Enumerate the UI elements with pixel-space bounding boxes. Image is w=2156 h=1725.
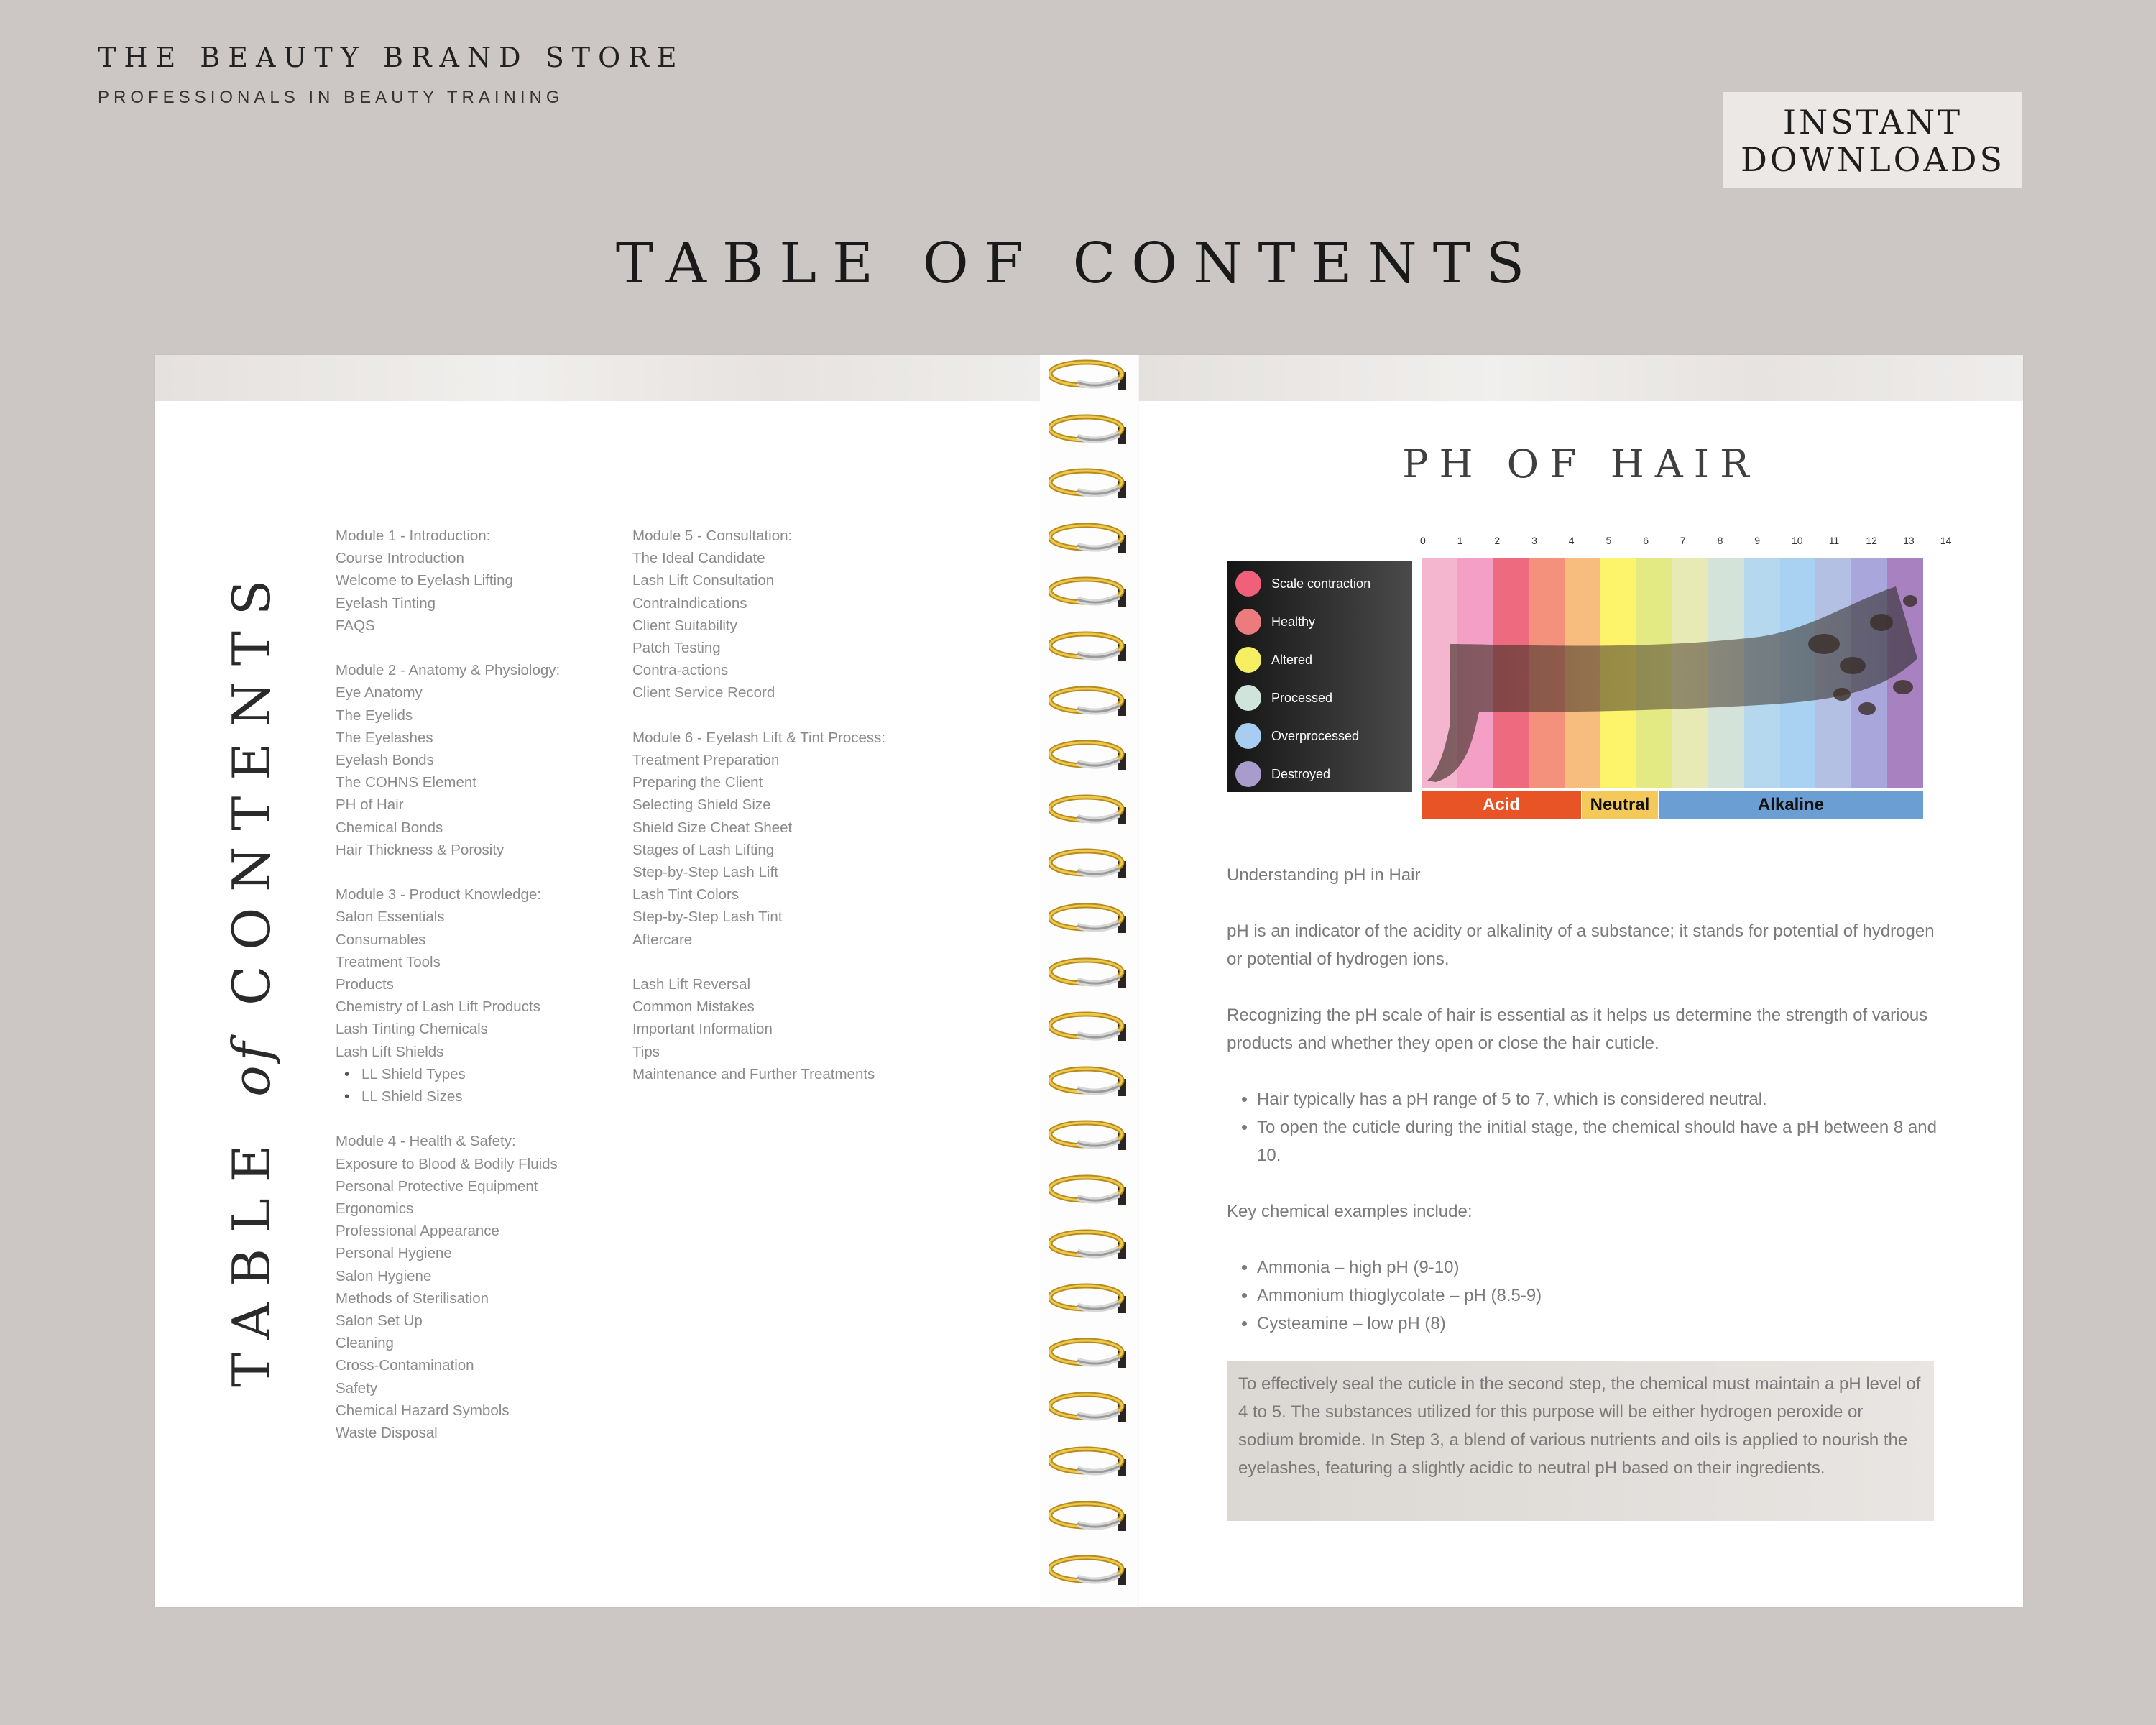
toc-item: Lash Lift Consultation bbox=[632, 572, 775, 589]
bullet-item: • Cysteamine – low pH (8) bbox=[1257, 1310, 1945, 1338]
badge-line-1: INSTANT bbox=[1782, 103, 1963, 142]
spiral-ring bbox=[1049, 1390, 1126, 1425]
spiral-ring bbox=[1049, 1499, 1126, 1534]
legend-label: Processed bbox=[1271, 690, 1333, 705]
toc-item: Course Introduction bbox=[336, 550, 464, 567]
toc-item: Exposure to Blood & Bodily Fluids bbox=[336, 1155, 558, 1172]
bullet-item: • Ammonium thioglycolate – pH (8.5-9) bbox=[1257, 1282, 1945, 1310]
legend-item bbox=[1235, 607, 1315, 636]
toc-item: Eye Anatomy bbox=[336, 684, 423, 702]
toc-item: Methods of Sterilisation bbox=[336, 1289, 489, 1307]
toc-item: Treatment Tools bbox=[336, 953, 441, 970]
toc-item: Eyelash Tinting bbox=[336, 594, 436, 612]
spiral-ring bbox=[1049, 793, 1126, 827]
instant-downloads-badge bbox=[1723, 92, 2022, 188]
toc-item: Common Mistakes bbox=[632, 998, 755, 1016]
legend-item bbox=[1235, 684, 1332, 712]
toc-item: Lash Lift Reversal bbox=[632, 976, 751, 993]
ph-tick-label: 4 bbox=[1568, 535, 1575, 546]
ph-paragraph-2: Recognizing the pH scale of hair is essential as it helps us determine the strength of various products and whether they open or close the hair cuticle. bbox=[1227, 1006, 1928, 1053]
legend-swatch bbox=[1235, 685, 1261, 711]
legend-item bbox=[1235, 722, 1359, 750]
toc-item: Important Information bbox=[632, 1021, 773, 1038]
spiral-ring bbox=[1049, 575, 1126, 610]
toc-item: Eyelash Bonds bbox=[336, 752, 434, 769]
spiral-ring bbox=[1049, 466, 1126, 501]
toc-item: Chemistry of Lash Lift Products bbox=[336, 998, 540, 1016]
toc-item: Maintenance and Further Treatments bbox=[632, 1065, 875, 1082]
spiral-ring bbox=[1049, 956, 1126, 990]
toc-item: PH of Hair bbox=[336, 796, 404, 814]
badge-line-2: DOWNLOADS bbox=[1741, 140, 2005, 179]
vertical-title-of: of bbox=[221, 1037, 282, 1097]
toc-column-1 bbox=[336, 525, 560, 1444]
legend-swatch bbox=[1235, 571, 1261, 597]
spiral-ring bbox=[1049, 684, 1126, 719]
ph-bullets-1 bbox=[1227, 1085, 1945, 1169]
spiral-ring bbox=[1049, 1064, 1126, 1099]
legend-label: Overprocessed bbox=[1271, 728, 1360, 743]
key-chemicals-intro: Key chemical examples include: bbox=[1227, 1202, 1473, 1221]
legend-swatch bbox=[1235, 723, 1261, 749]
ph-tick-label: 14 bbox=[1940, 535, 1952, 546]
toc-module-heading: Module 2 - Anatomy & Physiology: bbox=[336, 662, 561, 679]
toc-item: Aftercare bbox=[632, 931, 693, 948]
legend-label: Destroyed bbox=[1271, 766, 1331, 781]
toc-item: Lash Tint Colors bbox=[632, 886, 740, 903]
toc-item: The Eyelashes bbox=[336, 729, 433, 746]
toc-item: Step-by-Step Lash Tint bbox=[632, 908, 783, 926]
ph-tick-label: 6 bbox=[1643, 535, 1649, 546]
spiral-ring bbox=[1049, 1118, 1126, 1153]
ph-bullets-2 bbox=[1227, 1254, 1945, 1338]
toc-item: Waste Disposal bbox=[336, 1425, 438, 1442]
toc-module-heading: Module 5 - Consultation: bbox=[632, 528, 793, 544]
bullet-item: • Hair typically has a pH range of 5 to 7, which is considered neutral. bbox=[1257, 1085, 1945, 1113]
toc-item: Salon Essentials bbox=[336, 908, 445, 926]
main-title: TABLE OF CONTENTS bbox=[615, 231, 1541, 296]
ph-legend bbox=[1227, 561, 1412, 792]
bullet-item: • Ammonia – high pH (9-10) bbox=[1257, 1254, 1945, 1282]
page-top-strip bbox=[1139, 355, 2023, 401]
ph-tick-label: 13 bbox=[1903, 535, 1915, 546]
legend-swatch bbox=[1235, 761, 1261, 787]
legend-item bbox=[1235, 569, 1370, 598]
left-page bbox=[155, 355, 1040, 1607]
ph-tick-label: 9 bbox=[1754, 535, 1761, 546]
toc-item: Safety bbox=[336, 1379, 378, 1397]
ph-tick-label: 2 bbox=[1494, 535, 1501, 546]
toc-item: Client Suitability bbox=[632, 617, 737, 634]
ph-tick-label: 5 bbox=[1606, 535, 1612, 546]
toc-item: Preparing the Client bbox=[632, 774, 763, 791]
toc-module-heading: Module 3 - Product Knowledge: bbox=[336, 886, 542, 903]
brand-tagline: PROFESSIONALS IN BEAUTY TRAINING bbox=[98, 88, 564, 107]
toc-item: Lash Lift Shields bbox=[336, 1043, 444, 1060]
spiral-ring bbox=[1049, 358, 1126, 392]
bullet-item: • To open the cuticle during the initial stage, the chemical should have a pH between 8 and 10. bbox=[1257, 1113, 1945, 1169]
legend-swatch bbox=[1235, 609, 1261, 635]
spiral-ring bbox=[1049, 413, 1126, 447]
toc-column-2 bbox=[632, 525, 885, 1085]
legend-label: Healthy bbox=[1271, 614, 1316, 629]
toc-item: Salon Set Up bbox=[336, 1312, 423, 1330]
spiral-ring bbox=[1049, 901, 1126, 936]
spiral-ring bbox=[1049, 1336, 1126, 1371]
ph-category-bar: Acid bbox=[1422, 791, 1581, 819]
toc-item: The Eyelids bbox=[336, 707, 413, 724]
ph-scale-image bbox=[1422, 558, 1923, 788]
ph-tick-label: 8 bbox=[1717, 535, 1723, 546]
ph-tick-label: 12 bbox=[1866, 535, 1877, 546]
toc-spacer bbox=[336, 637, 560, 659]
toc-item: Chemical Hazard Symbols bbox=[336, 1402, 510, 1419]
ph-tick-label: 7 bbox=[1680, 535, 1686, 546]
ph-category-bar: Neutral bbox=[1582, 791, 1658, 819]
spiral-ring bbox=[1049, 1228, 1126, 1262]
hair-strand-illustration bbox=[1422, 558, 1923, 788]
legend-item bbox=[1235, 645, 1312, 674]
ph-tick-label: 10 bbox=[1792, 535, 1803, 546]
legend-swatch bbox=[1235, 647, 1261, 673]
vertical-title bbox=[221, 564, 282, 1387]
toc-item: Welcome to Eyelash Lifting bbox=[336, 572, 513, 589]
toc-module-heading: Module 1 - Introduction: bbox=[336, 528, 491, 544]
ph-paragraph-1: pH is an indicator of the acidity or alkalinity of a substance; it stands for potential of hydrogen or potential of hydrogen ions. bbox=[1227, 921, 1935, 969]
toc-item: Selecting Shield Size bbox=[632, 796, 771, 814]
toc-item: Contra-actions bbox=[632, 662, 729, 679]
spiral-binding bbox=[1040, 355, 1139, 1607]
toc-item: Chemical Bonds bbox=[336, 819, 443, 836]
toc-spacer bbox=[632, 951, 885, 973]
toc-spacer bbox=[336, 1108, 560, 1130]
ph-tick-label: 0 bbox=[1420, 535, 1426, 546]
toc-subitem: • LL Shield Types bbox=[336, 1063, 560, 1085]
toc-item: Hair Thickness & Porosity bbox=[336, 841, 505, 858]
toc-item: Salon Hygiene bbox=[336, 1267, 432, 1284]
toc-item: The Ideal Candidate bbox=[632, 550, 765, 567]
toc-item: Professional Appearance bbox=[336, 1223, 499, 1240]
spiral-ring bbox=[1049, 1553, 1126, 1588]
page-top-strip bbox=[155, 355, 1040, 401]
toc-item: Lash Tinting Chemicals bbox=[336, 1021, 488, 1038]
callout-box: To effectively seal the cuticle in the second step, the chemical must maintain a pH level of 4 to 5. The substances utilized for this purpose will be either hydrogen peroxide or sodium bromide. In Step 3, a blend of various nutrients and oils is applied to nourish the eyelashes, featuring a slightly acidic to neutral pH based on their ingredients. bbox=[1227, 1361, 1934, 1521]
toc-spacer bbox=[336, 861, 560, 883]
toc-item: Ergonomics bbox=[336, 1200, 414, 1218]
ph-heading: Understanding pH in Hair bbox=[1227, 865, 1421, 885]
toc-item: Products bbox=[336, 976, 394, 993]
toc-item: Tips bbox=[632, 1043, 660, 1060]
spiral-ring bbox=[1049, 1173, 1126, 1208]
toc-item: Personal Hygiene bbox=[336, 1245, 452, 1262]
toc-item: Cleaning bbox=[336, 1335, 394, 1352]
toc-subitem: • LL Shield Sizes bbox=[336, 1085, 560, 1108]
vertical-title-contents: CONTENTS bbox=[221, 564, 282, 1006]
toc-spacer bbox=[632, 704, 885, 727]
spiral-ring bbox=[1049, 1282, 1126, 1316]
legend-item bbox=[1235, 760, 1330, 788]
ph-tick-label: 3 bbox=[1531, 535, 1537, 546]
spiral-ring bbox=[1049, 1010, 1126, 1044]
legend-label: Altered bbox=[1271, 652, 1313, 667]
ph-tick-label: 1 bbox=[1457, 535, 1463, 546]
spiral-ring bbox=[1049, 630, 1126, 664]
ph-title: PH OF HAIR bbox=[1402, 441, 1760, 487]
toc-item: Shield Size Cheat Sheet bbox=[632, 819, 793, 836]
toc-item: Treatment Preparation bbox=[632, 752, 780, 769]
spiral-ring bbox=[1049, 1445, 1126, 1479]
toc-item: Step-by-Step Lash Lift bbox=[632, 864, 778, 881]
ph-category-bar: Alkaline bbox=[1659, 791, 1923, 819]
toc-item: ContraIndications bbox=[632, 594, 747, 612]
spiral-ring bbox=[1049, 847, 1126, 881]
toc-item: Consumables bbox=[336, 931, 426, 948]
toc-item: Personal Protective Equipment bbox=[336, 1177, 538, 1195]
toc-module-heading: Module 4 - Health & Safety: bbox=[336, 1133, 516, 1150]
toc-module-heading: Module 6 - Eyelash Lift & Tint Process: bbox=[632, 729, 886, 746]
toc-item: Cross-Contamination bbox=[336, 1357, 474, 1374]
toc-item: Client Service Record bbox=[632, 684, 775, 702]
toc-item: FAQS bbox=[336, 617, 375, 634]
brand-name: THE BEAUTY BRAND STORE bbox=[98, 42, 685, 73]
legend-label: Scale contraction bbox=[1271, 576, 1371, 591]
brand-block bbox=[98, 42, 685, 108]
toc-item: Patch Testing bbox=[632, 640, 721, 657]
toc-item: The COHNS Element bbox=[336, 774, 476, 791]
toc-item: Stages of Lash Lifting bbox=[632, 841, 775, 858]
vertical-title-table: TABLE bbox=[221, 1128, 282, 1387]
spiral-ring bbox=[1049, 521, 1126, 556]
spiral-ring bbox=[1049, 738, 1126, 773]
ph-tick-label: 11 bbox=[1828, 535, 1840, 546]
